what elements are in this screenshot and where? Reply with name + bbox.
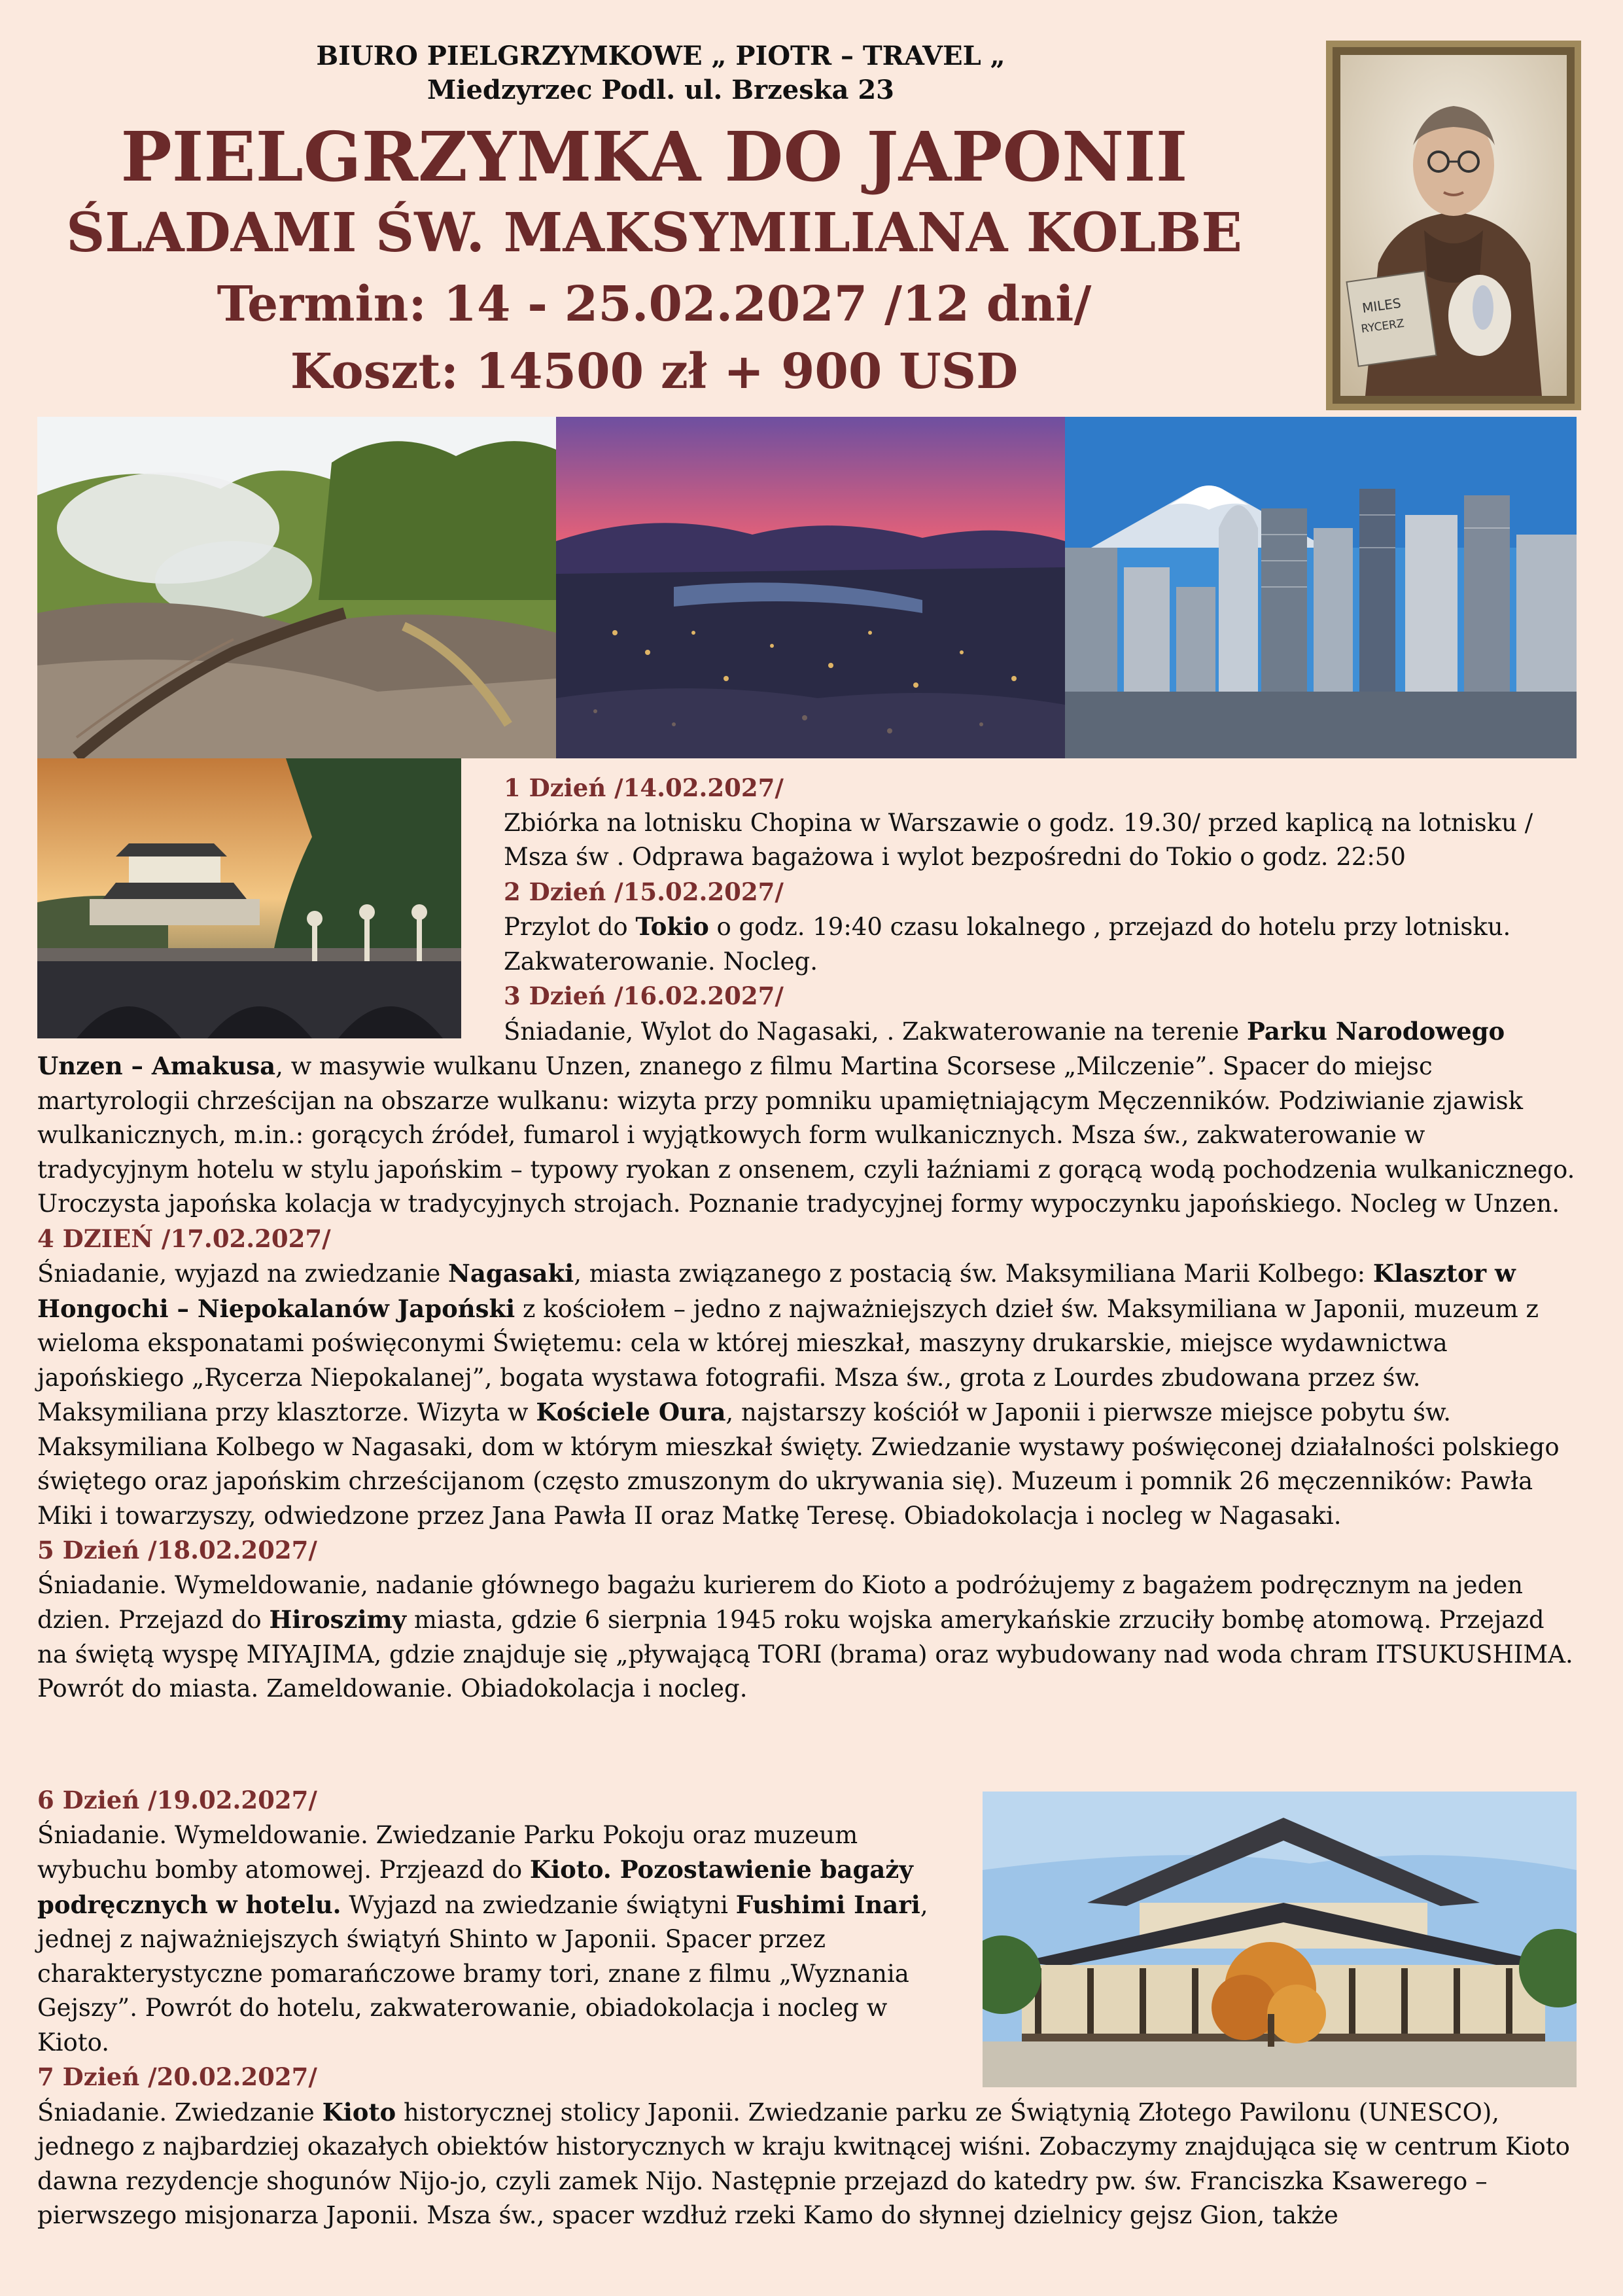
- day-7-label: 7 Dzień /20.02.2027/: [37, 2062, 317, 2091]
- day-7-text: Śniadanie. Zwiedzanie: [37, 2098, 323, 2127]
- itinerary-days-1-3: [37, 771, 1577, 1706]
- svg-text:RYCERZ: RYCERZ: [1360, 317, 1405, 336]
- photo-nagasaki-city-sunset: [556, 417, 1065, 758]
- photo-unzen-hot-springs: [37, 417, 556, 758]
- photo-spacer-left: [37, 771, 504, 1044]
- day-5: [37, 1533, 1577, 1706]
- day-6-label: 6 Dzień /19.02.2027/: [37, 1786, 317, 1814]
- day-3-bold: Parku Narodowego Unzen – Amakusa: [37, 1016, 1505, 1080]
- itinerary-days-6-7: [37, 1783, 1577, 2233]
- day-4-text-3: z kościołem – jedno z najważniejszych dzieł św. Maksymiliana w Japonii, muzeum z wieloma eksponatami poświęconymi Świętemu: cela w której mieszkał, maszyny drukarskie, miejsce wydawnictwa japońskiego „Rycerza Niepokalanej”, bogata wystawa fotografii. Msza św., grota z Lourdes zbudowana przez św. Maksymiliana przy klasztorze. Wizyta w: [37, 1294, 1539, 1426]
- day-5-text: Śniadanie. Wymeldowanie, nadanie głównego bagażu kurierem do Kioto a podróżujemy z bagażem podręcznym na jeden dzien. Przejazd do: [37, 1570, 1523, 1634]
- day-7: [37, 2060, 1577, 2233]
- day-6-text: Śniadanie. Wymeldowanie. Zwiedzanie Parku Pokoju oraz muzeum wybuchu bomby atomowej. Przjeazd do: [37, 1820, 858, 1884]
- page-subtitle: ŚLADAMI ŚW. MAKSYMILIANA KOLBE: [66, 202, 1242, 264]
- day-4-text: Śniadanie, wyjazd na zwiedzanie: [37, 1260, 449, 1288]
- day-2-label: 2 Dzień /15.02.2027/: [504, 877, 784, 906]
- portrait-saint-maximilian: [1326, 41, 1581, 410]
- photo-spacer-right: [975, 1783, 1577, 2057]
- day-4-bold-1: Nagasaki: [448, 1259, 574, 1288]
- photo-tokyo-fuji-skyline: [1065, 417, 1577, 758]
- day-5-text-end: miasta, gdzie 6 sierpnia 1945 roku wojska amerykańskie zrzuciły bombę atomową. Przejazd na świętą wyspę MIYAJIMA, gdzie znajduje się „pływającą TORI (brama) oraz wybudowany nad woda chram ITSUKUSHIMA. Powrót do miasta. Zameldowanie. Obiadokolacja i nocleg.: [37, 1606, 1573, 1703]
- day-4-bold-3: Kościele Oura: [536, 1398, 726, 1426]
- agency-address: Miedzyrzec Podl. ul. Brzeska 23: [427, 75, 894, 105]
- day-2-text: Przylot do: [504, 913, 636, 941]
- day-4-label: 4 DZIEŃ /17.02.2027/: [37, 1224, 331, 1253]
- day-2-bold: Tokio: [635, 912, 709, 941]
- day-4-bold-2: Klasztor w Hongochi – Niepokalanów Japoński: [37, 1259, 1516, 1323]
- day-5-bold: Hiroszimy: [269, 1605, 407, 1634]
- day-1-text: Zbiórka na lotnisku Chopina w Warszawie o godz. 19.30/ przed kaplicą na lotnisku / Msza św . Odprawa bagażowa i wylot bezpośredni do Tokio o godz. 22:50: [504, 808, 1533, 871]
- day-1-label: 1 Dzień /14.02.2027/: [504, 773, 784, 802]
- day-3-text-end: , w masywie wulkanu Unzen, znanego z filmu Martina Scorsese „Milczenie”. Spacer do miejsc martyrologii chrześcijan na obszarze wulkanu: wizyta przy pomniku upamiętniającym Męczenników. Podziwianie zjawisk wulkanicznych, m.in.: gorących źródeł, fumarol i wyjątkowych form wulkanicznych. Msza św., zakwaterowanie w tradycyjnym hotelu w stylu japońskim – typowy ryokan z onsenem, czyli łaźniami z gorącą wodą pochodzenia wulkanicznego. Uroczysta japońska kolacja w tradycyjnych strojach. Poznanie tradycyjnej formy wypoczynku japońskiego. Nocleg w Unzen.: [37, 1052, 1575, 1218]
- day-4-text-2: , miasta związanego z postacią św. Maksymiliana Marii Kolbego:: [574, 1260, 1373, 1288]
- day-7-text-end: historycznej stolicy Japonii. Zwiedzanie parku ze Świątynią Złotego Pawilonu (UNESCO), jednego z najbardziej okazałych obiektów historycznych w kraju kwitnącej wiśni. Zobaczymy znajdująca się w centrum Kioto dawna rezydencje shogunów Nijo-jo, czyli zamek Nijo. Następnie przejazd do katedry pw. św. Franciszka Ksawerego – pierwszego misjonarza Japonii. Msza św., spacer wzdłuż rzeki Kamo do słynnej dzielnicy gejsz Gion, także: [37, 2098, 1570, 2229]
- trip-term: Termin: 14 - 25.02.2027 /12 dni/: [217, 276, 1092, 332]
- trip-cost: Koszt: 14500 zł + 900 USD: [290, 344, 1019, 400]
- page-title: PIELGRZYMKA DO JAPONII: [120, 116, 1188, 197]
- day-4: [37, 1222, 1577, 1534]
- day-2-text-end: o godz. 19:40 czasu lokalnego , przejazd do hotelu przy lotnisku. Zakwaterowanie. Nocleg.: [504, 913, 1511, 976]
- agency-name: BIURO PIELGRZYMKOWE „ PIOTR – TRAVEL „: [316, 41, 1005, 71]
- day-5-label: 5 Dzień /18.02.2027/: [37, 1536, 317, 1564]
- day-7-bold: Kioto: [322, 2097, 396, 2127]
- svg-text:MILES: MILES: [1361, 294, 1403, 316]
- day-4-text-4: , najstarszy kościół w Japonii i pierwsze miejsce pobytu św. Maksymiliana Kolbego w Nagasaki, dom w którym mieszkał święty. Zwiedzanie wystawy poświęconej działalności polskiego świętego oraz japońskim chrześcijanom (często zmuszonym do ukrywania się). Muzeum i pomnik 26 męczenników: Pawła Miki i towarzyszy, odwiedzone przez Jana Pawła II oraz Matkę Teresę. Obiadokolacja i nocleg w Nagasaki.: [37, 1398, 1560, 1530]
- day-6-text-2: Wyjazd na zwiedzanie świątyni: [341, 1890, 736, 1919]
- day-6-bold-2: Fushimi Inari: [735, 1890, 920, 1919]
- day-6-text-3: , jednej z najważniejszych świątyń Shinto w Japonii. Spacer przez charakterystyczne pomarańczowe bramy tori, znane z filmu „Wyznania Gejszy”. Powrót do hotelu, zakwaterowanie, obiadokolacja i nocleg w Kioto.: [37, 1890, 928, 2057]
- day-6-bold-1: Kioto. Pozostawienie bagaży podręcznych w hotelu.: [37, 1855, 913, 1919]
- day-3-label: 3 Dzień /16.02.2027/: [504, 981, 784, 1010]
- day-3-text: Śniadanie, Wylot do Nagasaki, . Zakwaterowanie na terenie: [504, 1017, 1248, 1046]
